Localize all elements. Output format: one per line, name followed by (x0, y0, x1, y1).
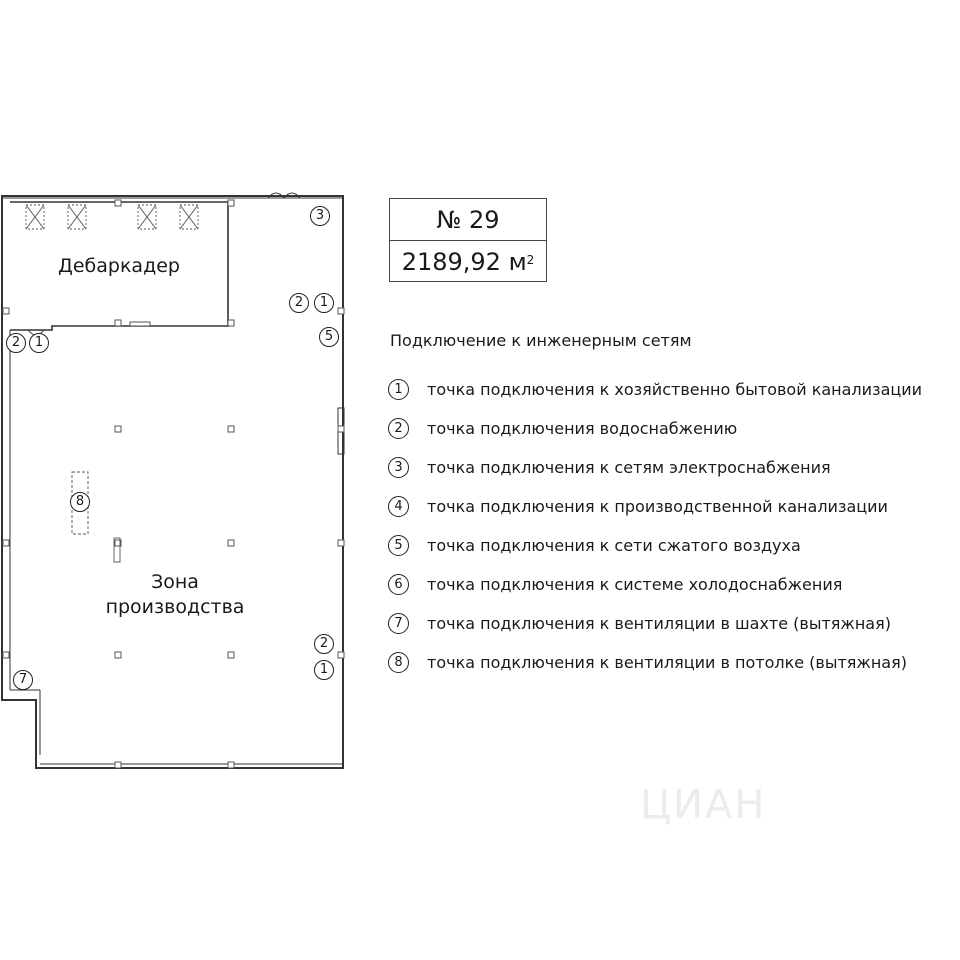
legend-item (388, 526, 922, 565)
legend-number-badge: 7 (388, 613, 409, 634)
legend-item-text: точка подключения к системе холодоснабжения (427, 575, 843, 594)
legend-item (388, 565, 922, 604)
lot-number: № 29 (436, 205, 500, 234)
legend-item (388, 448, 922, 487)
zone-label-dock: Дебаркадер (58, 255, 180, 277)
legend-item (388, 604, 922, 643)
building-outline (2, 193, 344, 768)
legend-number-badge: 8 (388, 652, 409, 673)
plan-marker-1-left: 1 (29, 333, 49, 353)
plan-marker-5-right: 5 (319, 327, 339, 347)
plan-marker-2-left: 2 (6, 333, 26, 353)
lot-area-value: 2189,92 м (401, 247, 527, 276)
legend-number-badge: 1 (388, 379, 409, 400)
vent-shaft (72, 472, 120, 562)
watermark-logo: ЦИАН (640, 782, 767, 828)
plan-marker-1-right-lower: 1 (314, 660, 334, 680)
legend-item-text: точка подключения водоснабжению (427, 419, 738, 438)
plan-marker-2-right-upper: 2 (289, 293, 309, 313)
legend-item (388, 487, 922, 526)
plan-marker-1-right-upper: 1 (314, 293, 334, 313)
plan-marker-3-top: 3 (310, 206, 330, 226)
lot-info-box (389, 198, 547, 282)
columns (3, 200, 344, 768)
legend-item (388, 370, 922, 409)
legend-item-text: точка подключения к сетям электроснабжения (427, 458, 831, 477)
legend-item (388, 409, 922, 448)
legend-item (388, 643, 922, 682)
legend-item-text: точка подключения к сети сжатого воздуха (427, 536, 801, 555)
zone-label-production (100, 570, 250, 619)
lot-area (390, 240, 546, 282)
dock-gates (26, 205, 198, 229)
legend-item-text: точка подключения к вентиляции в шахте (вытяжная) (427, 614, 891, 633)
legend-number-badge: 5 (388, 535, 409, 556)
legend-item-text: точка подключения к производственной канализации (427, 497, 888, 516)
legend-list (388, 370, 922, 682)
legend-title: Подключение к инженерным сетям (390, 331, 692, 350)
lot-area-unit-sup: 2 (526, 252, 535, 267)
legend-number-badge: 2 (388, 418, 409, 439)
plan-marker-7-bottom: 7 (13, 670, 33, 690)
zone-label-production-line1: Зона (151, 571, 199, 593)
legend-number-badge: 4 (388, 496, 409, 517)
legend-number-badge: 6 (388, 574, 409, 595)
legend-item-text: точка подключения к хозяйственно бытовой канализации (427, 380, 923, 399)
plan-marker-8-center: 8 (70, 492, 90, 512)
zone-label-production-line2: производства (105, 595, 245, 618)
legend-number-badge: 3 (388, 457, 409, 478)
legend-item-text: точка подключения к вентиляции в потолке (вытяжная) (427, 653, 907, 672)
plan-marker-2-right-lower: 2 (314, 634, 334, 654)
